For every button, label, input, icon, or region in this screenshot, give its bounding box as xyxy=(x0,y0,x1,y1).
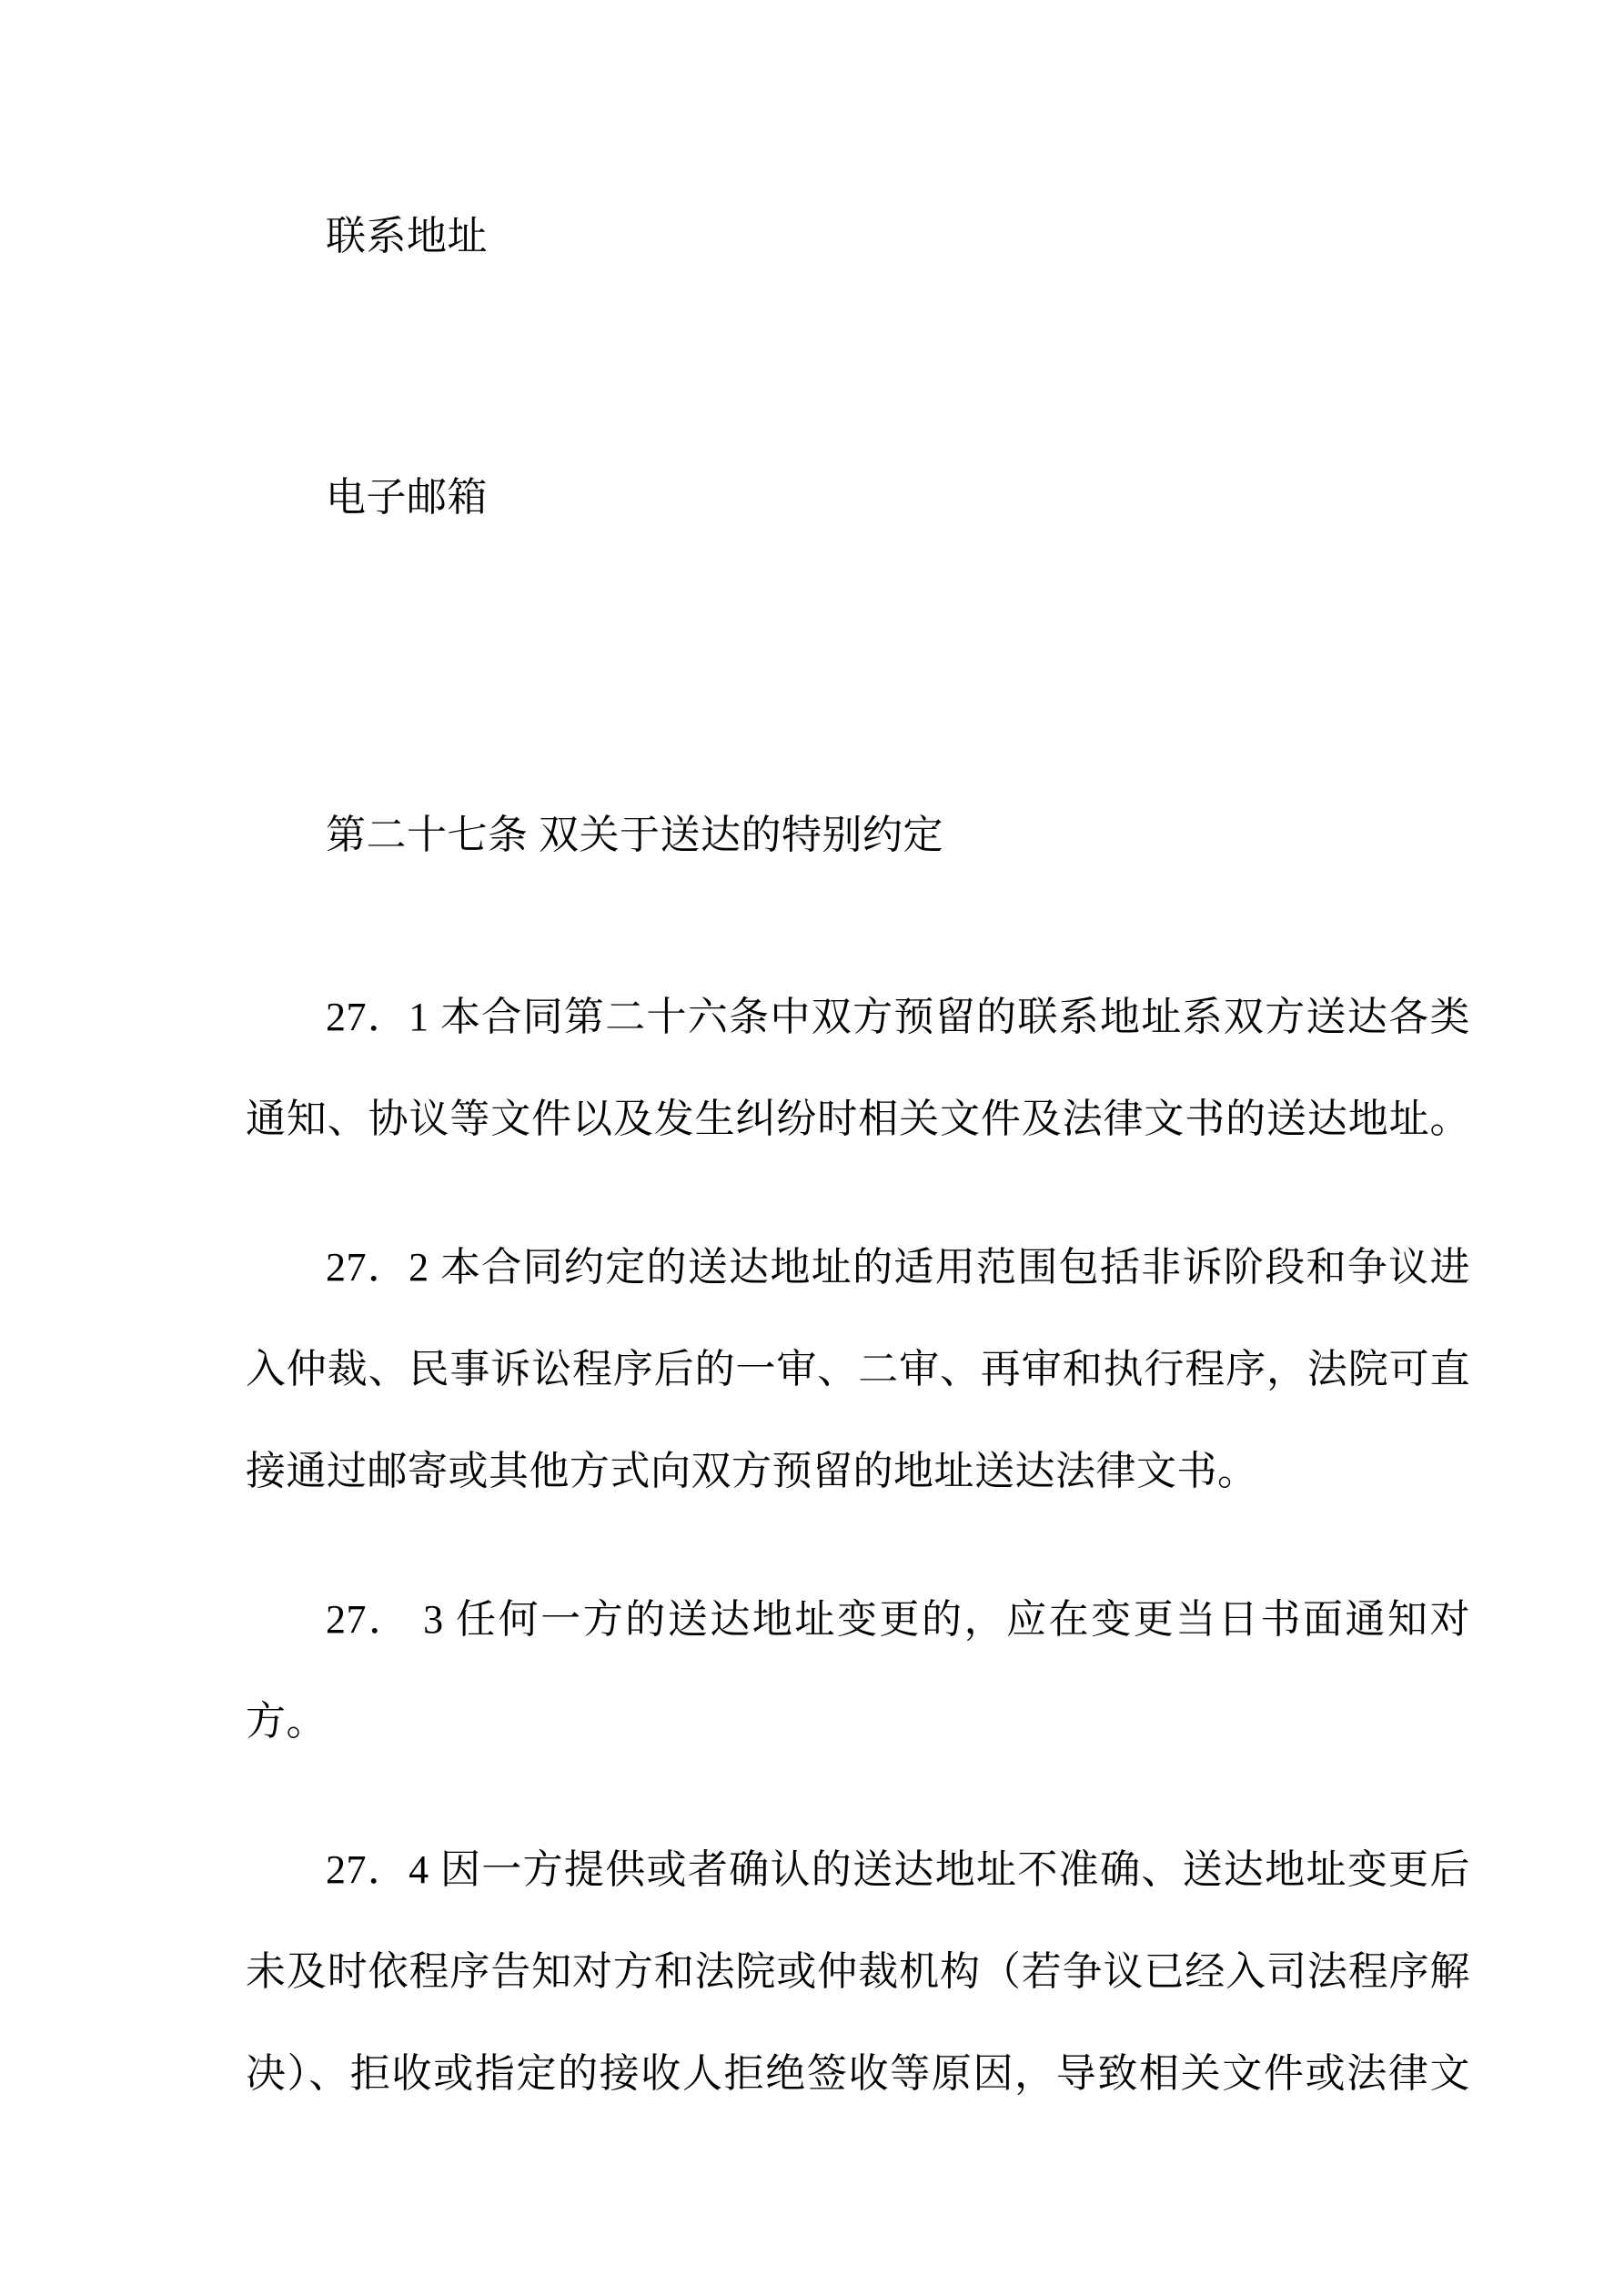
clause-27-1-line-2: 通知、协议等文件以及发生纠纷时相关文件及法律文书的送达地址。 xyxy=(246,1097,1470,1141)
clause-27-4-line-1: 27．4 因一方提供或者确认的送达地址不准确、送达地址变更后 xyxy=(326,1847,1470,1892)
email-label: 电子邮箱 xyxy=(326,475,488,520)
article-27-heading: 第二十七条 双关于送达的特别约定 xyxy=(326,813,943,857)
contact-address-label: 联系地址 xyxy=(326,214,488,258)
clause-27-3-line-2: 方。 xyxy=(246,1699,327,1744)
clause-27-2-line-2: 入仲裁、民事诉讼程序后的一审、二审、再审和执行程序，法院可直 xyxy=(246,1347,1470,1391)
clause-27-3-line-1: 27． 3 任何一方的送达地址变更的，应在变更当日书面通知对 xyxy=(326,1597,1470,1642)
clause-27-4-line-2: 未及时依程序告知对方和法院或仲裁机构（若争议已经入司法程序解 xyxy=(246,1949,1470,1994)
clause-27-1-line-1: 27．1 本合同第二十六条中双方预留的联系地址系双方送达各类 xyxy=(326,995,1470,1039)
clause-27-2-line-3: 接通过邮寄或其他方式向双方预留的地址送达法律文书。 xyxy=(246,1449,1258,1493)
clause-27-2-line-1: 27．2 本合同约定的送达地址的适用范围包括非诉阶段和争议进 xyxy=(326,1245,1470,1290)
clause-27-4-line-3: 决）、拒收或指定的接收人拒绝签收等原因，导致相关文件或法律文 xyxy=(246,2051,1470,2096)
